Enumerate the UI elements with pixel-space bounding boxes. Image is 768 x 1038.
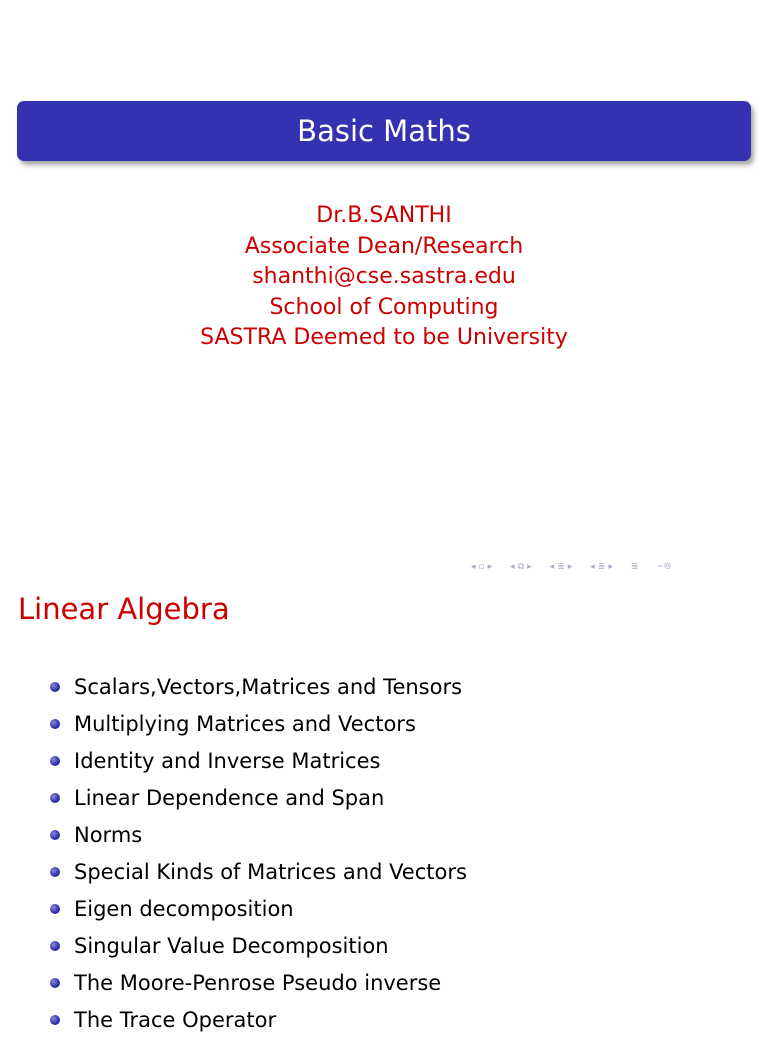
- search-icon[interactable]: ∽⦾: [656, 561, 672, 572]
- bullet-icon: [50, 682, 60, 692]
- prev-section-icon[interactable]: ◂: [549, 561, 555, 572]
- bullet-icon: [50, 941, 60, 951]
- section-list-icon[interactable]: ≣: [597, 561, 606, 572]
- list-item-label: The Moore-Penrose Pseudo inverse: [74, 970, 442, 995]
- bullet-icon: [50, 904, 60, 914]
- list-item: [50, 890, 467, 927]
- list-item-label: Multiplying Matrices and Vectors: [74, 711, 416, 736]
- list-item: [50, 1001, 467, 1038]
- author-university: SASTRA Deemed to be University: [200, 325, 568, 350]
- list-item-label: Special Kinds of Matrices and Vectors: [74, 859, 467, 884]
- bullet-icon: [50, 830, 60, 840]
- list-item: [50, 853, 467, 890]
- list-item-label: Scalars,Vectors,Matrices and Tensors: [74, 674, 463, 699]
- list-item-label: Norms: [74, 822, 143, 847]
- next-section-icon[interactable]: ▸: [567, 561, 573, 572]
- frame-nav[interactable]: [471, 563, 492, 572]
- subsection-icon[interactable]: ⧉: [517, 561, 525, 572]
- list-item: [50, 742, 467, 779]
- frame-title: Linear Algebra: [18, 592, 230, 626]
- list-item-label: Linear Dependence and Span: [74, 785, 385, 810]
- bullet-icon: [50, 756, 60, 766]
- document-nav[interactable]: [631, 563, 639, 572]
- section-nav[interactable]: [550, 563, 573, 572]
- search-nav[interactable]: [656, 563, 671, 572]
- list-item: [50, 779, 467, 816]
- list-item: [50, 964, 467, 1001]
- bullet-icon: [50, 867, 60, 877]
- topic-list: [50, 668, 467, 1038]
- author-name: Dr.B.SANTHI: [316, 203, 452, 228]
- list-item: [50, 668, 467, 705]
- next-section-icon-2[interactable]: ▸: [608, 561, 613, 572]
- author-block: [0, 201, 768, 354]
- list-item-label: The Trace Operator: [74, 1007, 277, 1032]
- content-slide: [0, 576, 768, 1032]
- subsection-nav[interactable]: [510, 563, 532, 572]
- bullet-icon: [50, 1015, 60, 1025]
- list-item-label: Identity and Inverse Matrices: [74, 748, 381, 773]
- list-item-label: Singular Value Decomposition: [74, 933, 389, 958]
- bullet-icon: [50, 978, 60, 988]
- list-item-label: Eigen decomposition: [74, 896, 294, 921]
- prev-subsection-icon[interactable]: ◂: [510, 561, 515, 572]
- section-nav-2[interactable]: [590, 563, 613, 572]
- bullet-icon: [50, 719, 60, 729]
- bullet-icon: [50, 793, 60, 803]
- author-position: Associate Dean/Research: [244, 233, 524, 259]
- slide-title: Basic Maths: [297, 114, 471, 148]
- prev-frame-icon[interactable]: ◂: [471, 561, 476, 572]
- next-subsection-icon[interactable]: ▸: [527, 561, 532, 572]
- section-icon[interactable]: ≣: [557, 561, 565, 572]
- prev-section-icon-2[interactable]: ◂: [590, 561, 595, 572]
- list-item: [50, 927, 467, 964]
- author-email: shanthi@cse.sastra.edu: [252, 264, 516, 289]
- document-icon[interactable]: ≣: [630, 561, 639, 572]
- list-item: [50, 705, 467, 742]
- beamer-navigation-bar: [471, 560, 671, 574]
- next-frame-icon[interactable]: ▸: [487, 561, 493, 572]
- title-banner: [17, 101, 751, 161]
- author-school: School of Computing: [269, 294, 499, 320]
- list-item: [50, 816, 467, 853]
- frame-icon[interactable]: ▫: [478, 561, 485, 572]
